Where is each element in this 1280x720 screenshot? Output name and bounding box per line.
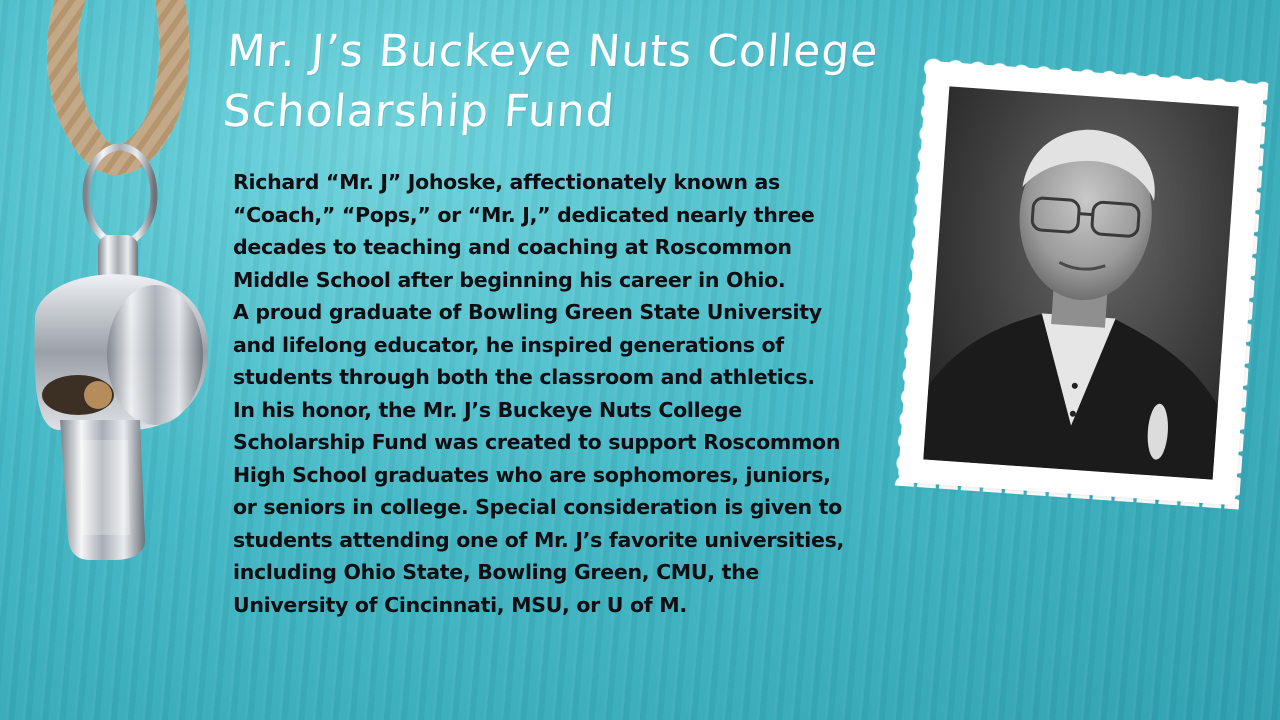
body-text [233, 166, 933, 621]
body-line: Middle School after beginning his career in Ohio. [233, 267, 786, 292]
portrait-photo [904, 67, 1258, 499]
photo-frame [904, 67, 1258, 499]
body-line: Richard “Mr. J” Johoske, affectionately known as [233, 170, 780, 194]
body-line: University of Cincinnati, MSU, or U of M. [233, 592, 687, 617]
body-line: “Coach,” “Pops,” or “Mr. J,” dedicated nearly three [233, 202, 815, 227]
slide-title: Mr. J’s Buckeye Nuts College Scholarship Fund [221, 26, 881, 137]
body-line: In his honor, the Mr. J’s Buckeye Nuts College [233, 397, 742, 422]
body-line: decades to teaching and coaching at Roscommon [233, 235, 792, 259]
whistle-icon [20, 140, 220, 570]
body-line: High School graduates who are sophomores, juniors, [233, 462, 831, 487]
portrait-image [923, 86, 1238, 479]
body-line: including Ohio State, Bowling Green, CMU, the [233, 560, 759, 584]
body-line: or seniors in college. Special consideration is given to [233, 495, 842, 519]
body-line: Scholarship Fund was created to support Roscommon [233, 430, 841, 454]
body-line: A proud graduate of Bowling Green State University [233, 300, 822, 324]
body-line: students through both the classroom and athletics. [233, 365, 815, 389]
body-line: and lifelong educator, he inspired generations of [233, 332, 784, 357]
portrait-icon [923, 86, 1238, 479]
body-line: students attending one of Mr. J’s favorite universities, [233, 527, 844, 552]
